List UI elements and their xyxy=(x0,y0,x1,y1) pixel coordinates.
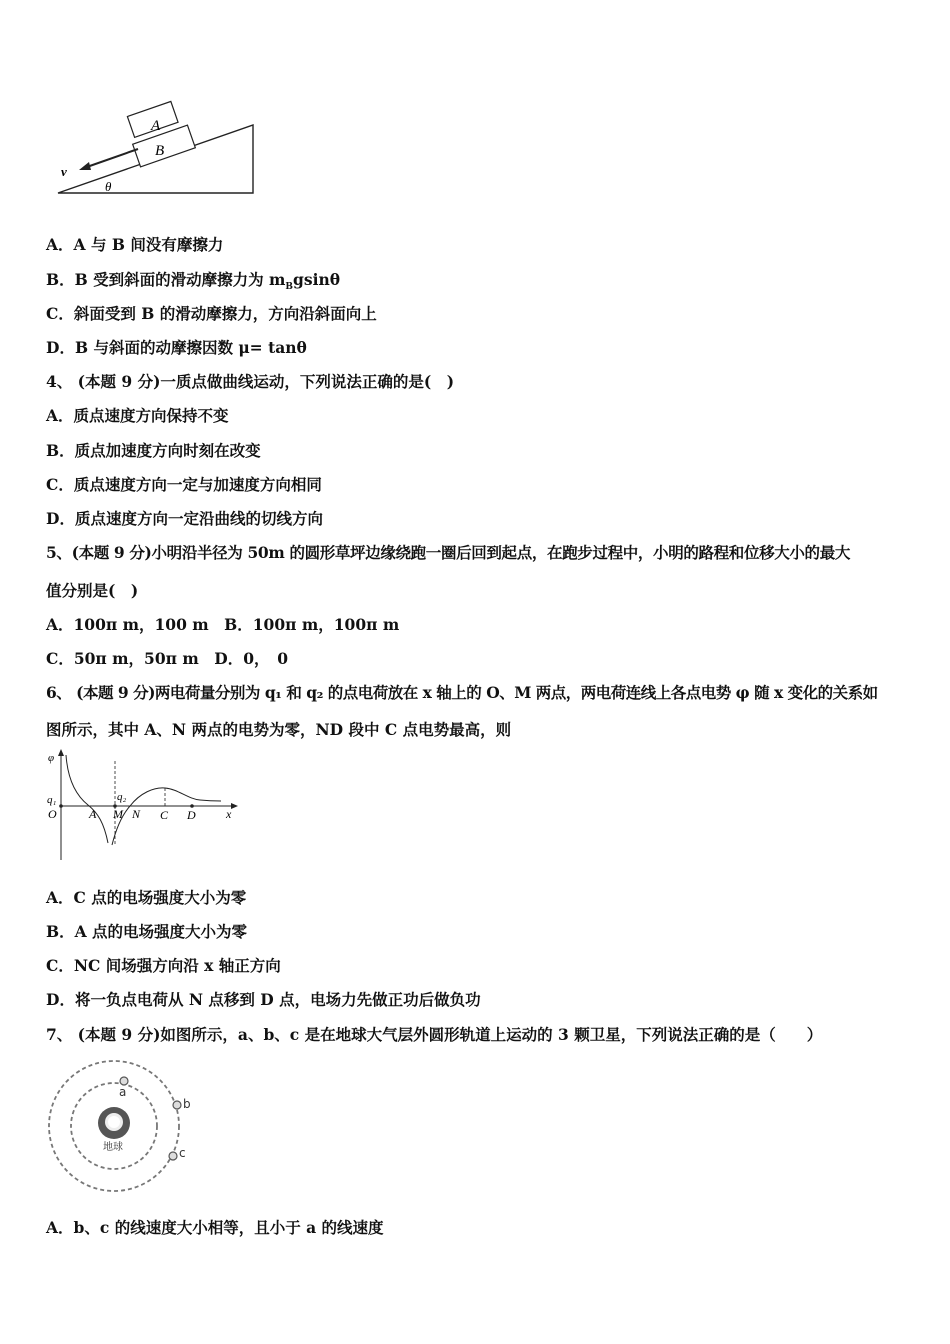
label-n: N xyxy=(132,807,141,821)
label-o: O xyxy=(48,807,57,821)
q5-stem-line2: 值分别是( ) xyxy=(46,581,139,600)
satellite-c xyxy=(169,1152,177,1160)
label-c: C xyxy=(160,808,169,822)
q6-stem-line2: 图所示，其中 A、N 两点的电势为零，ND 段中 C 点电势最高，则 xyxy=(46,720,512,739)
q6-option-a: A．C 点的电场强度大小为零 xyxy=(46,888,247,907)
label-d: D xyxy=(187,808,196,822)
potential-curve-left xyxy=(66,755,108,843)
q3-option-b-text-end: gsinθ xyxy=(293,270,341,289)
label-velocity: v xyxy=(61,164,67,179)
label-satellite-c: c xyxy=(179,1146,186,1160)
velocity-arrow xyxy=(84,149,138,168)
x-axis-arrow xyxy=(231,803,238,809)
q6-option-d: D．将一负点电荷从 N 点移到 D 点，电场力先做正功后做负功 xyxy=(46,990,481,1009)
q5-options-ab: A．100π m，100 m B．100π m，100π m xyxy=(46,615,400,634)
q3-option-b-sub: B xyxy=(285,282,294,293)
q7-stem: 7、 (本题 9 分)如图所示，a、b、c 是在地球大气层外圆形轨道上运动的 3 颗卫星，下列说法正确的是（ ） xyxy=(46,1025,823,1044)
q6-stem-line1: 6、 (本题 9 分)两电荷量分别为 q₁ 和 q₂ 的点电荷放在 x 轴上的 O、M 两点，两电荷连线上各点电势 φ 随 x 变化的关系如 xyxy=(46,683,878,702)
label-q1: q₁ xyxy=(47,794,57,806)
label-q2: q₂ xyxy=(117,791,127,803)
orbit-figure xyxy=(44,1060,204,1200)
label-phi: φ xyxy=(48,752,55,764)
incline-figure xyxy=(52,98,262,198)
potential-graph xyxy=(44,747,244,865)
q4-option-c: C．质点速度方向一定与加速度方向相同 xyxy=(46,475,322,494)
earth-core xyxy=(108,1116,120,1128)
q6-option-b: B．A 点的电场强度大小为零 xyxy=(46,922,248,941)
q5-options-cd: C．50π m，50π m D．0， 0 xyxy=(46,649,289,668)
label-satellite-b: b xyxy=(183,1097,191,1111)
label-x: x xyxy=(226,807,232,821)
label-a: A xyxy=(89,807,97,821)
satellite-b xyxy=(173,1101,181,1109)
q5-stem-line1: 5、(本题 9 分)小明沿半径为 50m 的圆形草坪边缘绕跑一圈后回到起点，在跑步过程中，小明的路程和位移大小的最大 xyxy=(46,543,850,562)
q4-option-d: D．质点速度方向一定沿曲线的切线方向 xyxy=(46,509,323,528)
label-block-a: A xyxy=(151,118,161,134)
q3-option-b xyxy=(46,270,340,297)
q3-option-b-text: B．B 受到斜面的滑动摩擦力为 m xyxy=(46,270,286,289)
phi-axis-arrow xyxy=(58,749,64,756)
label-block-b: B xyxy=(155,143,165,159)
label-m: M xyxy=(113,807,123,821)
q4-option-a: A．质点速度方向保持不变 xyxy=(46,406,229,425)
label-earth: 地球 xyxy=(103,1142,123,1153)
satellite-a xyxy=(120,1077,128,1085)
q4-stem: 4、 (本题 9 分)一质点做曲线运动，下列说法正确的是( ) xyxy=(46,372,455,391)
label-satellite-a: a xyxy=(119,1085,127,1099)
q3-option-a: A．A 与 B 间没有摩擦力 xyxy=(46,235,224,254)
q3-option-c: C．斜面受到 B 的滑动摩擦力，方向沿斜面向上 xyxy=(46,304,377,323)
velocity-arrowhead xyxy=(79,162,91,170)
q6-option-c: C．NC 间场强方向沿 x 轴正方向 xyxy=(46,956,281,975)
q3-option-d: D．B 与斜面的动摩擦因数 μ= tanθ xyxy=(46,338,307,357)
label-theta: θ xyxy=(105,179,112,194)
q4-option-b: B．质点加速度方向时刻在改变 xyxy=(46,441,261,460)
point-o xyxy=(59,804,63,808)
q7-option-a: A．b、c 的线速度大小相等，且小于 a 的线速度 xyxy=(46,1218,384,1237)
